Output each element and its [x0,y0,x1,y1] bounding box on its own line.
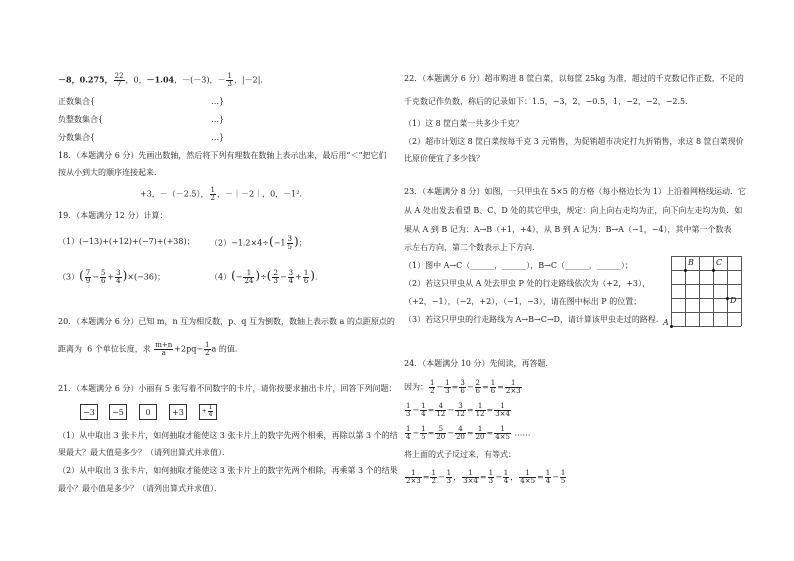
label-c: C [716,258,723,267]
label-b: B [688,258,694,267]
card-3: 0 [139,404,157,420]
q20-line1: 20．（本题满分 6 分）已知 m，n 互为相反数，p、q 互为倒数，数轴上表示数 a 的点距原点的 [58,317,395,326]
point-a [670,325,673,328]
point-d [726,297,729,300]
q19-part4: （4）(− $\frac{1}{24}$ )÷( $\frac{2}{3}$ − $\frac{3}{4}$ + $\frac{1}{6}$ )． [210,268,323,285]
point-b [684,269,687,272]
q18-line2: 按从小到大的顺序连接起来． [58,168,162,177]
q24-eq3: $\frac{1}{4}$ − $\frac{1}{5}$ = $\frac{5}{20}$ − $\frac{4}{20}$ = $\frac{1}{20}$ = $\frac{1}{4\times 5}$ …… [406,425,531,441]
card-2: −5 [109,404,127,420]
q19-part1: （1）(−13)+(+12)+(−7)+(+38)； [58,237,195,246]
q23-part2-b: （+2，−1），（−2，+2），（−1，−3），请在图中标出 P 的位置； [404,297,642,306]
q19-part3: （3）( $\frac{7}{9}$ − $\frac{5}{6}$ + $\frac{3}{4}$ )×(−36)； [58,268,166,285]
q23-line1: 23．（本题满分 8 分）如图，一只甲虫在 5×5 的方格（每小格边长为 1）上沿着网格线运动．它 [404,187,746,196]
q24-eq1: 因为： $\frac{1}{2}$ − $\frac{1}{3}$ = $\frac{3}{6}$ − $\frac{2}{6}$ = $\frac{1}{6}$ = $\frac{1}{2\times 3}$ [404,379,521,395]
q19-title: 19．（本题满分 12 分）计算： [58,211,168,220]
q18-numbers: +3，－（－2.5）， $\frac{1}{2}$ ，－｜－2｜，0，－1²． [140,186,308,202]
q21-part2-a: （2）从中取出 3 张卡片，如何抽取才能使这 3 张卡片上的数字先两个相除，再乘第 3 个的结果 [58,466,398,475]
beetle-grid [663,256,741,327]
q23-part1: （1）图中 A→C（______，______），B→C（______，______）； [404,261,633,270]
label-a: A [663,318,669,327]
q19-part2: （2）−1.2×4÷(−1 $\frac{3}{5}$ )； [210,234,307,251]
q23-line4: 示左右方向，第二个数表示上下方向． [404,243,540,252]
q21-part1-a: （1）从中取出 3 张卡片，如何抽取才能使这 3 张卡片上的数字先两个相乘，再除以第 3 个的结 [58,431,398,440]
set-positive: 正数集合{ …} [58,97,225,106]
q22-part2-b: 比原价便宜了多少钱？ [404,154,484,163]
label-d: D [730,296,737,305]
q24-reverse: 将上面的式子反过来，有等式： [404,450,516,459]
q24-eq2: $\frac{1}{3}$ − $\frac{1}{4}$ = $\frac{4}{12}$ − $\frac{3}{12}$ = $\frac{1}{12}$ = $\frac{1}{3\times 4}$ [406,402,510,418]
q20-line2: 距离为 6 个单位长度，求 $\frac{m+n}{a}$ +2pq− $\frac{1}{2}$ a 的值． [58,341,243,357]
q24-final: $\frac{1}{2\times 3}$ = $\frac{1}{2}$ − $\frac{1}{3}$ ， $\frac{1}{3\times 4}$ = $\frac{1}{3}$ − $\frac{1}{4}$ ， $\frac{1}{4\times 5}$ = $\frac{1}{4}$ − $\frac{1}{5}$ [406,469,566,485]
q23-line2: 从 A 处出发去看望 B、C、D 处的其它甲虫，规定：向上向右走均为正，向下向左走均为负．如 [404,206,743,215]
card-1: −3 [80,404,98,420]
q21-line1: 21．（本题满分 6 分）小丽有 5 张写着不同数字的卡片，请你按要求抽出卡片，回答下列问题： [58,384,397,393]
q23-line3: 果从 A 到 B 记为：A→B（+1，+4），从 B 到 A 记为：B→A（−1，−4），其中第一个数表 [404,225,732,234]
set-negative-integer: 负整数集合{ …} [58,115,225,124]
card-4: +3 [169,404,187,420]
q21-part2-b: 最小？最小值是多少？（请列出算式并求值）． [58,484,222,493]
number-list: －8，0.275， $\frac{22}{7}$ ，0，－1.04，－(－3)，－ $\frac{1}{3}$ ，|－2|． [58,72,269,88]
q21-part1-b: 果最大？最大值是多少？（请列出算式并求值）． [58,448,230,457]
set-fraction: 分数集合{ …} [58,133,225,142]
q22-line2: 千克数记作负数，称后的记录如下：1.5，−3，2，−0.5，1，−2，−2，−2.5． [404,97,694,106]
point-c [712,269,715,272]
q22-part1: （1）这 8 筐白菜一共多少千克？ [404,119,524,128]
card-5: + $\frac{1}{4}$ [199,404,217,420]
q18-line1: 18．（本题满分 6 分）先画出数轴，然后将下列有理数在数轴上表示出来，最后用“＜”把它们 [58,151,387,160]
q24-title: 24．（本题满分 10 分）先阅读，再答题． [404,359,554,368]
q22-line1: 22．（本题满分 6 分）超市购进 8 筐白菜，以每筐 25kg 为准，超过的千克数记作正数，不足的 [404,74,744,83]
q22-part2-a: （2）超市计划这 8 筐白菜按每千克 3 元销售，为促销超市决定打九折销售，求这 8 筐白菜现价 [404,137,744,146]
q23-part2-a: （2）若这只甲虫从 A 处去甲虫 P 处的行走路线依次为（+2，+3）， [404,279,651,288]
q23-part3: （3）若这只甲虫的行走路线为 A→B→C→D，请计算该甲虫走过的路程． [404,315,664,324]
